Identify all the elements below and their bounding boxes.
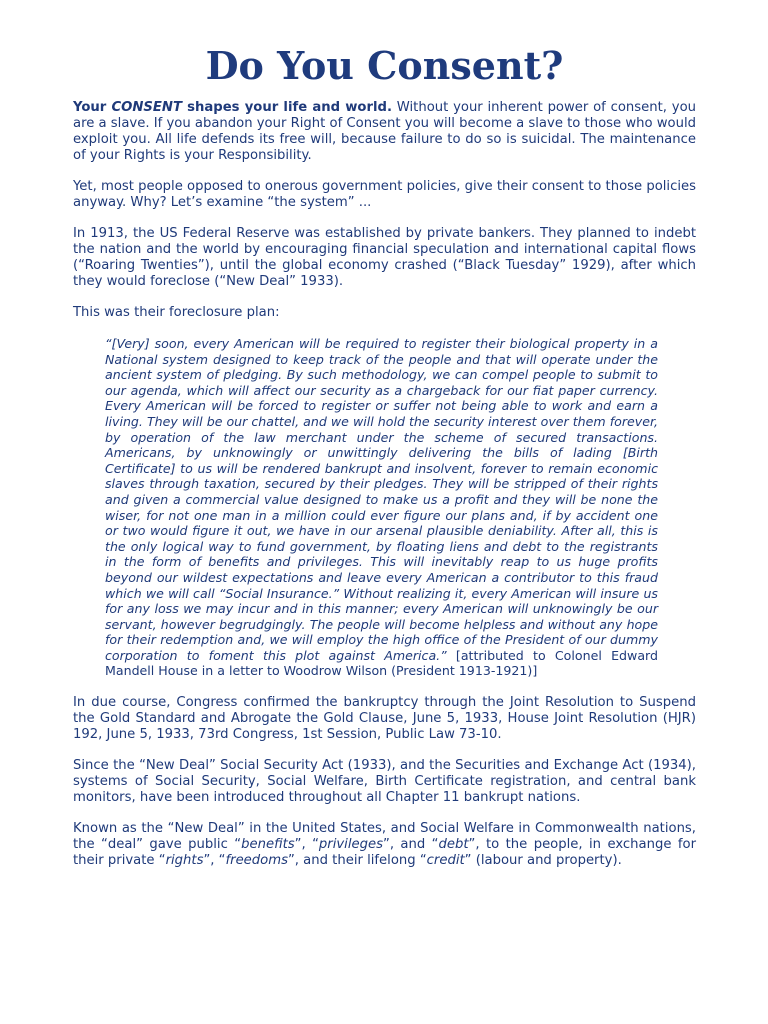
intro-paragraph (73, 100, 696, 164)
block-quote (105, 336, 658, 679)
para7-freedoms: freedoms (225, 853, 288, 869)
intro-lead (73, 100, 392, 115)
intro-lead-c: shapes your life and world. (181, 100, 392, 115)
para7-e: ”, and “ (382, 837, 439, 853)
para7-benefits: benefits (241, 837, 295, 853)
intro-lead-consent: CONSENT (111, 100, 182, 115)
para7-c: ”, “ (294, 837, 319, 853)
para7-credit: credit (426, 853, 465, 869)
paragraph-congress: In due course, Congress confirmed the bankruptcy through the Joint Resolution to Suspend the Gold Standard and Abrogate the Gold Clause, June 5, 1933, House Joint Resolution (HJR) 192, June 5, 1933, 73rd Congress, 1st Session, Public Law 73-10. (73, 695, 696, 743)
para7-m: ” (labour and property). (464, 853, 622, 869)
para7-debt: debt (438, 837, 469, 853)
para7-k: ”, and their lifelong “ (287, 853, 427, 869)
para7-i: ”, “ (203, 853, 226, 869)
paragraph-new-deal: Since the “New Deal” Social Security Act (1933), and the Securities and Exchange Act (1934), systems of Social Security, Social Welfare, Birth Certificate registration, and central bank monitors, have been introduced throughout all Chapter 11 bankrupt nations. (73, 758, 696, 806)
para7-rights: rights (165, 853, 204, 869)
page-title: Do You Consent? (205, 43, 564, 88)
para7-privileges: privileges (318, 837, 383, 853)
paragraph-federal-reserve: In 1913, the US Federal Reserve was established by private bankers. They planned to indebt the nation and the world by encouraging financial speculation and international capital flows (“Roaring Twenties”), until the global economy crashed (“Black Tuesday” 1929), after which they would foreclose (“New Deal” 1933). (73, 226, 696, 289)
para7-g: ”, to the people, in exchange for their private “ (73, 837, 696, 869)
paragraph-foreclosure-plan: This was their foreclosure plan: (73, 305, 280, 320)
quote-text: “[Very] soon, every American will be required to register their biological property in a National system designed to keep track of the people and that will operate under the ancient system of pledging. By such methodology, we can compel people to submit to our agenda, which will affect our security as a chargeback for our fiat paper currency. Every American will be forced to register or suffer not being able to work and earn a living. They will be our chattel, and we will hold the security interest over them forever, by operation of the law merchant under the scheme of secured transactions. Americans, by unknowingly or unwittingly delivering the bills of lading [Birth Certificate] to us will be rendered bankrupt and insolvent, forever to remain economic slaves through taxation, secured by their pledges. They will be stripped of their rights and given a commercial value designed to make us a profit and they will be none the wiser, for not one man in a million could ever figure our plans and, if by accident one or two would figure it out, we have in our arsenal plausible deniability. After all, this is the only logical way to fund government, by floating liens and debt to the registrants in the form of benefits and privileges. This will inevitably reap to us huge profits beyond our wildest expectations and leave every American a contributor to this fraud which we will call “Social Insurance.” Without realizing it, every American will insure us for any loss we may incur and in this manner; every American will unknowingly be our servant, however begrudgingly. The people will become helpless and without any hope for their redemption and, we will employ the high office of the President of our dummy corporation to foment this plot against America.” (105, 336, 658, 663)
intro-lead-a: Your (73, 100, 112, 115)
paragraph-system: Yet, most people opposed to onerous government policies, give their consent to those policies anyway. Why? Let’s examine “the system” ... (73, 179, 696, 210)
paragraph-known-as (73, 821, 696, 869)
para7-a: Known as the “New Deal” in the United States, and Social Welfare in Commonwealth nations, the “deal” gave public “ (73, 821, 696, 853)
intro-rest: Without your inherent power of consent, you are a slave. If you abandon your Right of Consent you will become a slave to those who would exploit you. All life defends its free will, because failure to do so is suicidal. The maintenance of your Rights is your Responsibility. (73, 100, 697, 163)
quote-attribution: [attributed to Colonel Edward Mandell House in a letter to Woodrow Wilson (President 1913-1921)] (105, 647, 658, 679)
